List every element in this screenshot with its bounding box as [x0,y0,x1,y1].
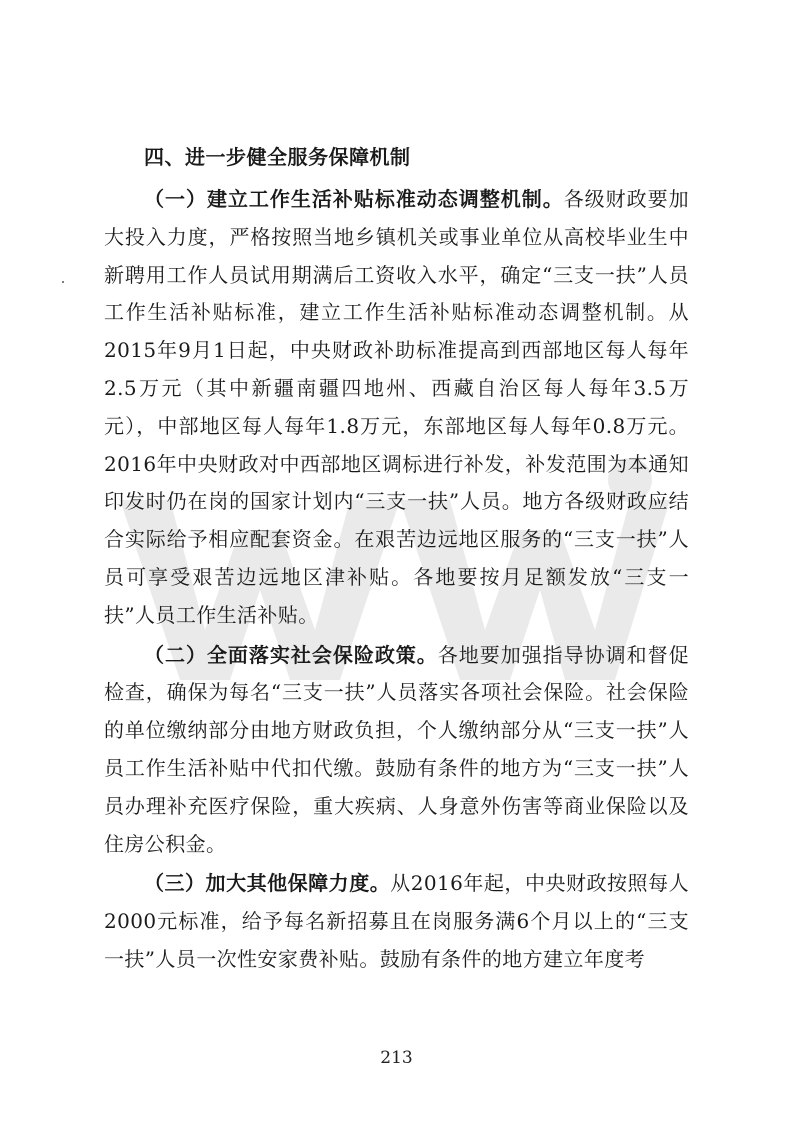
page-number: 213 [380,1048,413,1068]
section-heading: 四、进一步健全服务保障机制 [144,145,411,169]
scan-dot [62,281,64,283]
document-body [104,141,689,981]
paragraph-2-lead: （二）全面落实社会保险政策。 [144,642,438,667]
paragraph-3 [104,865,689,978]
paragraph-3-lead: （三）加大其他保障力度。 [144,871,391,896]
paragraph-2 [104,637,689,864]
paragraph-1-lead: （一）建立工作生活补贴标准动态调整机制。 [144,187,564,211]
paragraph-3-body: 从2016年起，中央财政按照每人2000元标准，给予每名新招募且在岗服务满6个月以上的“三支一扶”人员一次性安家费补贴。鼓励有条件的地方建立年度考 [104,871,689,971]
paragraph-1-body: 各级财政要加大投入力度，严格按照当地乡镇机关或事业单位从高校毕业生中新聘用工作人员试用期满后工资收入水平，确定“三支一扶”人员工作生活补贴标准，建立工作生活补贴标准动态调整机制。从2015年9月1日起，中央财政补助标准提高到西部地区每人每年2.5万元（其中新疆南疆四地州、西藏自治区每人每年3.5万元），中部地区每人每年1.8万元，东部地区每人每年0.8万元。2016年中央财政对中西部地区调标进行补发，补发范围为本通知印发时仍在岗的国家计划内“三支一扶”人员。地方各级财政应结合实际给予相应配套资金。在艰苦边远地区服务的“三支一扶”人员可享受艰苦边远地区津补贴。各地要按月足额发放“三支一扶”人员工作生活补贴。 [104,187,690,627]
paragraph-2-body: 各地要加强指导协调和督促检查，确保为每名“三支一扶”人员落实各项社会保险。社会保险的单位缴纳部分由地方财政负担，个人缴纳部分从“三支一扶”人员工作生活补贴中代扣代缴。鼓励有条件的地方为“三支一扶”人员办理补充医疗保险，重大疾病、人身意外伤害等商业保险以及住房公积金。 [104,642,689,856]
paragraph-1 [104,181,689,635]
